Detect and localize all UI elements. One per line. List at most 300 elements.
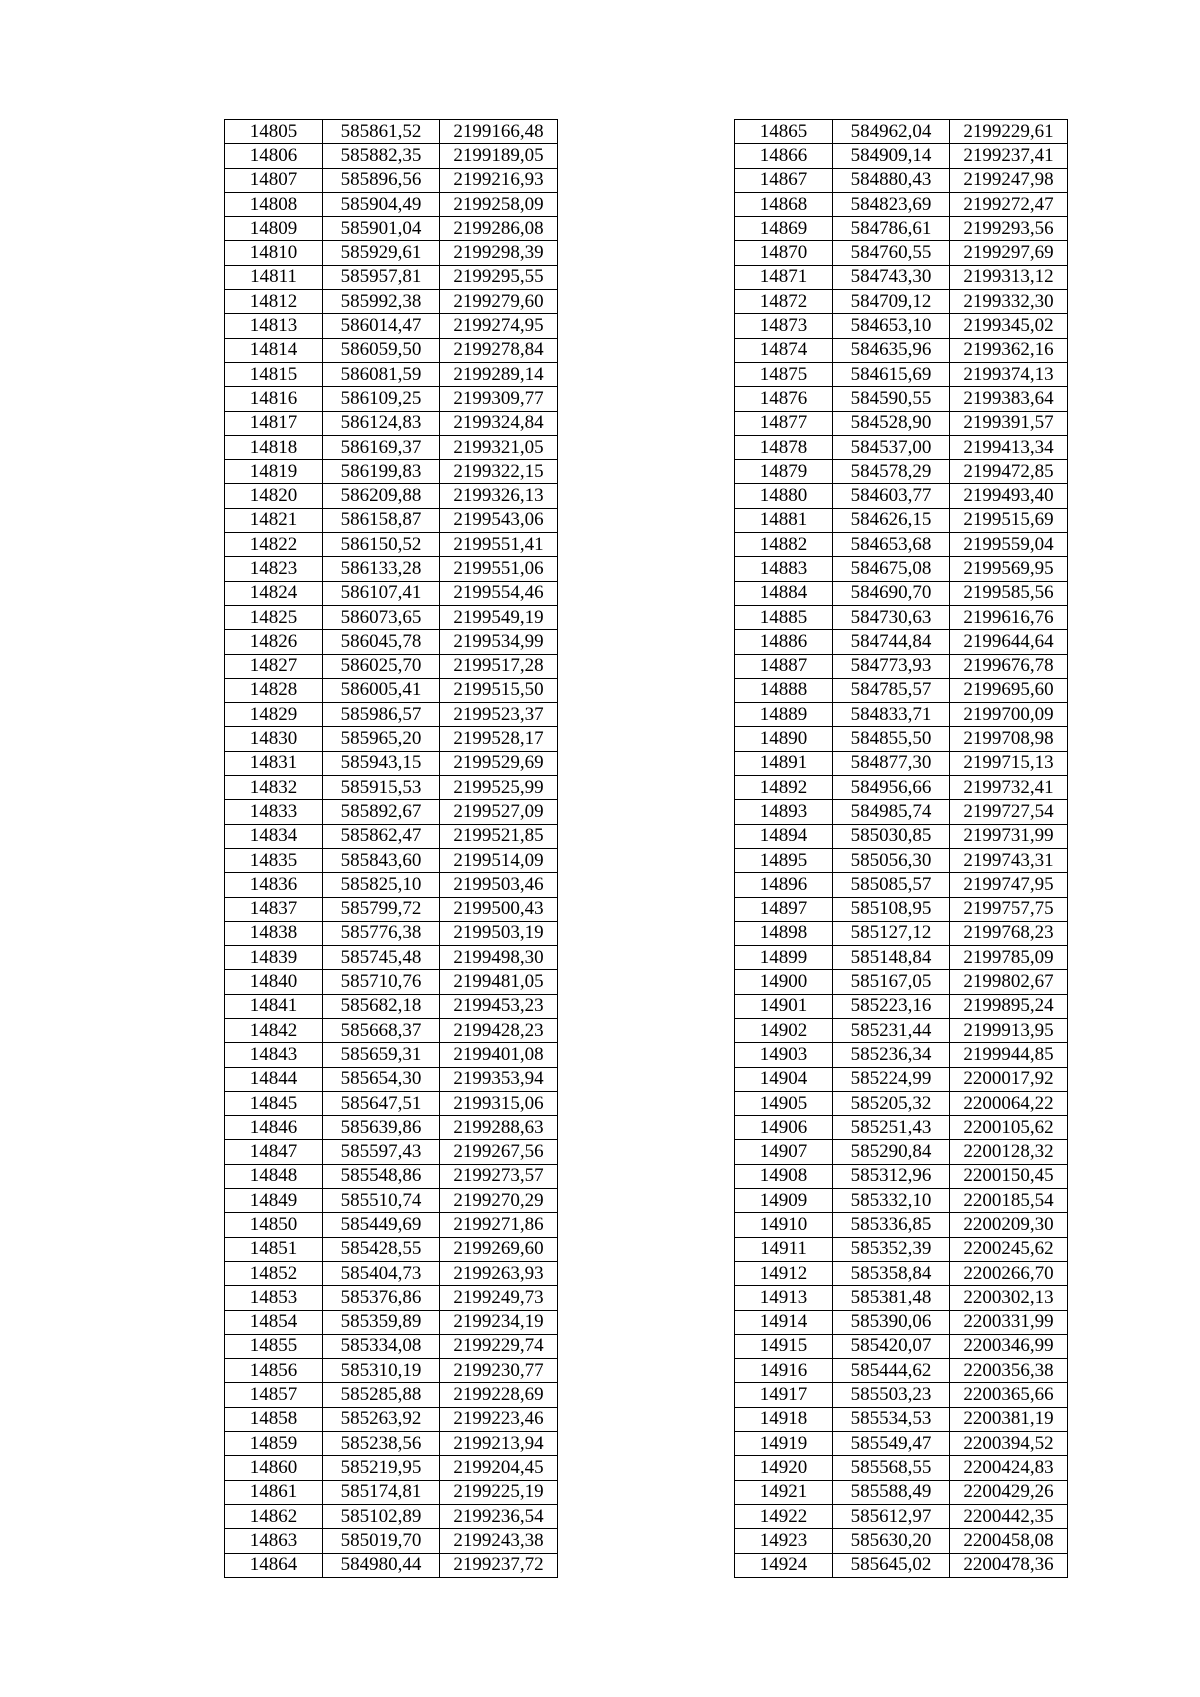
table-row bbox=[225, 217, 558, 241]
y-coordinate-cell: 2199559,04 bbox=[950, 533, 1068, 557]
y-coordinate-cell: 2199263,93 bbox=[440, 1261, 558, 1285]
point-number-cell: 14862 bbox=[225, 1504, 323, 1528]
table-row bbox=[225, 654, 558, 678]
table-row bbox=[225, 1189, 558, 1213]
table-row bbox=[225, 1529, 558, 1553]
y-coordinate-cell: 2199616,76 bbox=[950, 605, 1068, 629]
y-coordinate-cell: 2199243,38 bbox=[440, 1529, 558, 1553]
coordinates-table-left-body bbox=[225, 120, 558, 1578]
point-number-cell: 14897 bbox=[735, 897, 833, 921]
y-coordinate-cell: 2199258,09 bbox=[440, 192, 558, 216]
table-row bbox=[735, 1310, 1068, 1334]
point-number-cell: 14879 bbox=[735, 460, 833, 484]
table-row bbox=[735, 1480, 1068, 1504]
x-coordinate-cell: 585510,74 bbox=[323, 1189, 440, 1213]
x-coordinate-cell: 585263,92 bbox=[323, 1407, 440, 1431]
x-coordinate-cell: 585901,04 bbox=[323, 217, 440, 241]
table-row bbox=[735, 1018, 1068, 1042]
point-number-cell: 14834 bbox=[225, 824, 323, 848]
point-number-cell: 14875 bbox=[735, 362, 833, 386]
table-row bbox=[735, 314, 1068, 338]
y-coordinate-cell: 2199743,31 bbox=[950, 848, 1068, 872]
y-coordinate-cell: 2199297,69 bbox=[950, 241, 1068, 265]
x-coordinate-cell: 585376,86 bbox=[323, 1286, 440, 1310]
x-coordinate-cell: 586209,88 bbox=[323, 484, 440, 508]
point-number-cell: 14837 bbox=[225, 897, 323, 921]
table-row bbox=[225, 1091, 558, 1115]
table-row bbox=[735, 508, 1068, 532]
point-number-cell: 14908 bbox=[735, 1164, 833, 1188]
y-coordinate-cell: 2200266,70 bbox=[950, 1261, 1068, 1285]
table-row bbox=[225, 581, 558, 605]
x-coordinate-cell: 584909,14 bbox=[833, 144, 950, 168]
x-coordinate-cell: 584956,66 bbox=[833, 776, 950, 800]
x-coordinate-cell: 585892,67 bbox=[323, 800, 440, 824]
y-coordinate-cell: 2199895,24 bbox=[950, 994, 1068, 1018]
x-coordinate-cell: 585654,30 bbox=[323, 1067, 440, 1091]
x-coordinate-cell: 584880,43 bbox=[833, 168, 950, 192]
point-number-cell: 14916 bbox=[735, 1359, 833, 1383]
x-coordinate-cell: 585332,10 bbox=[833, 1189, 950, 1213]
y-coordinate-cell: 2199472,85 bbox=[950, 460, 1068, 484]
x-coordinate-cell: 586005,41 bbox=[323, 678, 440, 702]
x-coordinate-cell: 584730,63 bbox=[833, 605, 950, 629]
x-coordinate-cell: 585102,89 bbox=[323, 1504, 440, 1528]
x-coordinate-cell: 585992,38 bbox=[323, 290, 440, 314]
point-number-cell: 14906 bbox=[735, 1116, 833, 1140]
x-coordinate-cell: 585205,32 bbox=[833, 1091, 950, 1115]
x-coordinate-cell: 584744,84 bbox=[833, 630, 950, 654]
point-number-cell: 14883 bbox=[735, 557, 833, 581]
y-coordinate-cell: 2199715,13 bbox=[950, 751, 1068, 775]
x-coordinate-cell: 585776,38 bbox=[323, 921, 440, 945]
point-number-cell: 14830 bbox=[225, 727, 323, 751]
table-row bbox=[225, 1432, 558, 1456]
table-row bbox=[735, 290, 1068, 314]
table-row bbox=[735, 168, 1068, 192]
table-row bbox=[225, 1553, 558, 1577]
x-coordinate-cell: 584823,69 bbox=[833, 192, 950, 216]
y-coordinate-cell: 2200128,32 bbox=[950, 1140, 1068, 1164]
y-coordinate-cell: 2199166,48 bbox=[440, 120, 558, 144]
point-number-cell: 14808 bbox=[225, 192, 323, 216]
y-coordinate-cell: 2199228,69 bbox=[440, 1383, 558, 1407]
x-coordinate-cell: 585167,05 bbox=[833, 970, 950, 994]
point-number-cell: 14842 bbox=[225, 1018, 323, 1042]
table-row bbox=[225, 290, 558, 314]
point-number-cell: 14864 bbox=[225, 1553, 323, 1577]
y-coordinate-cell: 2199204,45 bbox=[440, 1456, 558, 1480]
table-row bbox=[735, 1553, 1068, 1577]
y-coordinate-cell: 2199309,77 bbox=[440, 387, 558, 411]
table-row bbox=[225, 1383, 558, 1407]
y-coordinate-cell: 2199216,93 bbox=[440, 168, 558, 192]
y-coordinate-cell: 2199322,15 bbox=[440, 460, 558, 484]
y-coordinate-cell: 2199481,05 bbox=[440, 970, 558, 994]
point-number-cell: 14914 bbox=[735, 1310, 833, 1334]
y-coordinate-cell: 2199802,67 bbox=[950, 970, 1068, 994]
y-coordinate-cell: 2199676,78 bbox=[950, 654, 1068, 678]
point-number-cell: 14921 bbox=[735, 1480, 833, 1504]
table-row bbox=[735, 1261, 1068, 1285]
table-row bbox=[735, 1213, 1068, 1237]
point-number-cell: 14869 bbox=[735, 217, 833, 241]
point-number-cell: 14900 bbox=[735, 970, 833, 994]
x-coordinate-cell: 585251,43 bbox=[833, 1116, 950, 1140]
x-coordinate-cell: 585085,57 bbox=[833, 873, 950, 897]
x-coordinate-cell: 584855,50 bbox=[833, 727, 950, 751]
point-number-cell: 14841 bbox=[225, 994, 323, 1018]
x-coordinate-cell: 585019,70 bbox=[323, 1529, 440, 1553]
table-row bbox=[735, 678, 1068, 702]
x-coordinate-cell: 585645,02 bbox=[833, 1553, 950, 1577]
y-coordinate-cell: 2199498,30 bbox=[440, 946, 558, 970]
y-coordinate-cell: 2199913,95 bbox=[950, 1018, 1068, 1042]
x-coordinate-cell: 585647,51 bbox=[323, 1091, 440, 1115]
x-coordinate-cell: 584603,77 bbox=[833, 484, 950, 508]
table-row bbox=[225, 848, 558, 872]
x-coordinate-cell: 585965,20 bbox=[323, 727, 440, 751]
x-coordinate-cell: 584635,96 bbox=[833, 338, 950, 362]
point-number-cell: 14901 bbox=[735, 994, 833, 1018]
table-row bbox=[225, 144, 558, 168]
table-row bbox=[735, 654, 1068, 678]
y-coordinate-cell: 2199374,13 bbox=[950, 362, 1068, 386]
table-row bbox=[735, 751, 1068, 775]
point-number-cell: 14855 bbox=[225, 1334, 323, 1358]
x-coordinate-cell: 585238,56 bbox=[323, 1432, 440, 1456]
point-number-cell: 14920 bbox=[735, 1456, 833, 1480]
table-row bbox=[225, 994, 558, 1018]
point-number-cell: 14910 bbox=[735, 1213, 833, 1237]
table-row bbox=[225, 1359, 558, 1383]
point-number-cell: 14856 bbox=[225, 1359, 323, 1383]
x-coordinate-cell: 585358,84 bbox=[833, 1261, 950, 1285]
x-coordinate-cell: 585682,18 bbox=[323, 994, 440, 1018]
x-coordinate-cell: 585548,86 bbox=[323, 1164, 440, 1188]
x-coordinate-cell: 585352,39 bbox=[833, 1237, 950, 1261]
y-coordinate-cell: 2199362,16 bbox=[950, 338, 1068, 362]
table-row bbox=[735, 824, 1068, 848]
x-coordinate-cell: 585861,52 bbox=[323, 120, 440, 144]
y-coordinate-cell: 2199785,09 bbox=[950, 946, 1068, 970]
x-coordinate-cell: 585224,99 bbox=[833, 1067, 950, 1091]
y-coordinate-cell: 2199313,12 bbox=[950, 265, 1068, 289]
y-coordinate-cell: 2199273,57 bbox=[440, 1164, 558, 1188]
y-coordinate-cell: 2199279,60 bbox=[440, 290, 558, 314]
point-number-cell: 14843 bbox=[225, 1043, 323, 1067]
y-coordinate-cell: 2199236,54 bbox=[440, 1504, 558, 1528]
x-coordinate-cell: 585030,85 bbox=[833, 824, 950, 848]
x-coordinate-cell: 586107,41 bbox=[323, 581, 440, 605]
table-row bbox=[735, 1116, 1068, 1140]
y-coordinate-cell: 2199515,69 bbox=[950, 508, 1068, 532]
table-row bbox=[735, 921, 1068, 945]
table-row bbox=[735, 484, 1068, 508]
table-row bbox=[225, 1504, 558, 1528]
table-row bbox=[735, 192, 1068, 216]
x-coordinate-cell: 586073,65 bbox=[323, 605, 440, 629]
coordinates-table-left bbox=[224, 119, 558, 1578]
x-coordinate-cell: 585659,31 bbox=[323, 1043, 440, 1067]
point-number-cell: 14832 bbox=[225, 776, 323, 800]
y-coordinate-cell: 2199528,17 bbox=[440, 727, 558, 751]
y-coordinate-cell: 2199493,40 bbox=[950, 484, 1068, 508]
point-number-cell: 14850 bbox=[225, 1213, 323, 1237]
y-coordinate-cell: 2199527,09 bbox=[440, 800, 558, 824]
table-row bbox=[735, 1067, 1068, 1091]
point-number-cell: 14894 bbox=[735, 824, 833, 848]
point-number-cell: 14884 bbox=[735, 581, 833, 605]
x-coordinate-cell: 585420,07 bbox=[833, 1334, 950, 1358]
table-row bbox=[735, 1286, 1068, 1310]
y-coordinate-cell: 2199757,75 bbox=[950, 897, 1068, 921]
x-coordinate-cell: 585223,16 bbox=[833, 994, 950, 1018]
x-coordinate-cell: 585310,19 bbox=[323, 1359, 440, 1383]
point-number-cell: 14822 bbox=[225, 533, 323, 557]
x-coordinate-cell: 585359,89 bbox=[323, 1310, 440, 1334]
x-coordinate-cell: 585108,95 bbox=[833, 897, 950, 921]
point-number-cell: 14888 bbox=[735, 678, 833, 702]
point-number-cell: 14815 bbox=[225, 362, 323, 386]
table-row bbox=[735, 970, 1068, 994]
table-row bbox=[735, 387, 1068, 411]
x-coordinate-cell: 586133,28 bbox=[323, 557, 440, 581]
y-coordinate-cell: 2199768,23 bbox=[950, 921, 1068, 945]
x-coordinate-cell: 585668,37 bbox=[323, 1018, 440, 1042]
point-number-cell: 14903 bbox=[735, 1043, 833, 1067]
point-number-cell: 14912 bbox=[735, 1261, 833, 1285]
y-coordinate-cell: 2200346,99 bbox=[950, 1334, 1068, 1358]
x-coordinate-cell: 585843,60 bbox=[323, 848, 440, 872]
point-number-cell: 14805 bbox=[225, 120, 323, 144]
y-coordinate-cell: 2199267,56 bbox=[440, 1140, 558, 1164]
y-coordinate-cell: 2199413,34 bbox=[950, 435, 1068, 459]
y-coordinate-cell: 2199534,99 bbox=[440, 630, 558, 654]
table-row bbox=[735, 460, 1068, 484]
table-row bbox=[225, 946, 558, 970]
table-row bbox=[225, 1140, 558, 1164]
point-number-cell: 14893 bbox=[735, 800, 833, 824]
point-number-cell: 14909 bbox=[735, 1189, 833, 1213]
x-coordinate-cell: 585630,20 bbox=[833, 1529, 950, 1553]
table-row bbox=[735, 1504, 1068, 1528]
point-number-cell: 14889 bbox=[735, 703, 833, 727]
y-coordinate-cell: 2200458,08 bbox=[950, 1529, 1068, 1553]
point-number-cell: 14904 bbox=[735, 1067, 833, 1091]
x-coordinate-cell: 586124,83 bbox=[323, 411, 440, 435]
x-coordinate-cell: 586169,37 bbox=[323, 435, 440, 459]
y-coordinate-cell: 2199223,46 bbox=[440, 1407, 558, 1431]
y-coordinate-cell: 2199234,19 bbox=[440, 1310, 558, 1334]
table-row bbox=[225, 1407, 558, 1431]
table-row bbox=[225, 921, 558, 945]
y-coordinate-cell: 2200185,54 bbox=[950, 1189, 1068, 1213]
point-number-cell: 14918 bbox=[735, 1407, 833, 1431]
point-number-cell: 14876 bbox=[735, 387, 833, 411]
x-coordinate-cell: 584785,57 bbox=[833, 678, 950, 702]
point-number-cell: 14886 bbox=[735, 630, 833, 654]
table-row bbox=[225, 120, 558, 144]
point-number-cell: 14836 bbox=[225, 873, 323, 897]
point-number-cell: 14853 bbox=[225, 1286, 323, 1310]
point-number-cell: 14907 bbox=[735, 1140, 833, 1164]
point-number-cell: 14829 bbox=[225, 703, 323, 727]
x-coordinate-cell: 585862,47 bbox=[323, 824, 440, 848]
point-number-cell: 14852 bbox=[225, 1261, 323, 1285]
table-row bbox=[225, 873, 558, 897]
y-coordinate-cell: 2199503,19 bbox=[440, 921, 558, 945]
table-row bbox=[735, 1237, 1068, 1261]
table-row bbox=[735, 727, 1068, 751]
table-row bbox=[225, 1334, 558, 1358]
point-number-cell: 14872 bbox=[735, 290, 833, 314]
y-coordinate-cell: 2199269,60 bbox=[440, 1237, 558, 1261]
x-coordinate-cell: 584773,93 bbox=[833, 654, 950, 678]
table-row bbox=[735, 1432, 1068, 1456]
point-number-cell: 14887 bbox=[735, 654, 833, 678]
point-number-cell: 14882 bbox=[735, 533, 833, 557]
x-coordinate-cell: 585568,55 bbox=[833, 1456, 950, 1480]
x-coordinate-cell: 585127,12 bbox=[833, 921, 950, 945]
y-coordinate-cell: 2200245,62 bbox=[950, 1237, 1068, 1261]
y-coordinate-cell: 2199521,85 bbox=[440, 824, 558, 848]
table-row bbox=[735, 338, 1068, 362]
table-row bbox=[735, 630, 1068, 654]
y-coordinate-cell: 2200442,35 bbox=[950, 1504, 1068, 1528]
point-number-cell: 14831 bbox=[225, 751, 323, 775]
point-number-cell: 14824 bbox=[225, 581, 323, 605]
y-coordinate-cell: 2199515,50 bbox=[440, 678, 558, 702]
point-number-cell: 14859 bbox=[225, 1432, 323, 1456]
point-number-cell: 14866 bbox=[735, 144, 833, 168]
y-coordinate-cell: 2200424,83 bbox=[950, 1456, 1068, 1480]
y-coordinate-cell: 2199569,95 bbox=[950, 557, 1068, 581]
table-row bbox=[225, 1164, 558, 1188]
table-row bbox=[735, 217, 1068, 241]
x-coordinate-cell: 586150,52 bbox=[323, 533, 440, 557]
coordinates-table-right bbox=[734, 119, 1068, 1578]
point-number-cell: 14871 bbox=[735, 265, 833, 289]
table-row bbox=[225, 435, 558, 459]
point-number-cell: 14895 bbox=[735, 848, 833, 872]
y-coordinate-cell: 2199271,86 bbox=[440, 1213, 558, 1237]
x-coordinate-cell: 584528,90 bbox=[833, 411, 950, 435]
x-coordinate-cell: 586014,47 bbox=[323, 314, 440, 338]
point-number-cell: 14825 bbox=[225, 605, 323, 629]
point-number-cell: 14917 bbox=[735, 1383, 833, 1407]
point-number-cell: 14885 bbox=[735, 605, 833, 629]
x-coordinate-cell: 585588,49 bbox=[833, 1480, 950, 1504]
y-coordinate-cell: 2199272,47 bbox=[950, 192, 1068, 216]
y-coordinate-cell: 2199585,56 bbox=[950, 581, 1068, 605]
y-coordinate-cell: 2199286,08 bbox=[440, 217, 558, 241]
point-number-cell: 14913 bbox=[735, 1286, 833, 1310]
y-coordinate-cell: 2199229,74 bbox=[440, 1334, 558, 1358]
y-coordinate-cell: 2200302,13 bbox=[950, 1286, 1068, 1310]
x-coordinate-cell: 584653,68 bbox=[833, 533, 950, 557]
x-coordinate-cell: 584743,30 bbox=[833, 265, 950, 289]
y-coordinate-cell: 2200356,38 bbox=[950, 1359, 1068, 1383]
table-row bbox=[735, 1140, 1068, 1164]
table-row bbox=[735, 873, 1068, 897]
point-number-cell: 14838 bbox=[225, 921, 323, 945]
x-coordinate-cell: 584833,71 bbox=[833, 703, 950, 727]
table-row bbox=[735, 994, 1068, 1018]
x-coordinate-cell: 585449,69 bbox=[323, 1213, 440, 1237]
x-coordinate-cell: 585390,06 bbox=[833, 1310, 950, 1334]
x-coordinate-cell: 585799,72 bbox=[323, 897, 440, 921]
table-row bbox=[735, 776, 1068, 800]
table-row bbox=[735, 1529, 1068, 1553]
y-coordinate-cell: 2199383,64 bbox=[950, 387, 1068, 411]
table-row bbox=[225, 192, 558, 216]
point-number-cell: 14823 bbox=[225, 557, 323, 581]
point-number-cell: 14860 bbox=[225, 1456, 323, 1480]
table-row bbox=[225, 678, 558, 702]
x-coordinate-cell: 585986,57 bbox=[323, 703, 440, 727]
point-number-cell: 14911 bbox=[735, 1237, 833, 1261]
y-coordinate-cell: 2199708,98 bbox=[950, 727, 1068, 751]
point-number-cell: 14868 bbox=[735, 192, 833, 216]
table-row bbox=[225, 1237, 558, 1261]
table-row bbox=[735, 946, 1068, 970]
point-number-cell: 14922 bbox=[735, 1504, 833, 1528]
table-row bbox=[225, 533, 558, 557]
x-coordinate-cell: 585148,84 bbox=[833, 946, 950, 970]
table-row bbox=[735, 1334, 1068, 1358]
x-coordinate-cell: 585312,96 bbox=[833, 1164, 950, 1188]
x-coordinate-cell: 584786,61 bbox=[833, 217, 950, 241]
x-coordinate-cell: 585056,30 bbox=[833, 848, 950, 872]
table-row bbox=[225, 897, 558, 921]
point-number-cell: 14898 bbox=[735, 921, 833, 945]
point-number-cell: 14806 bbox=[225, 144, 323, 168]
point-number-cell: 14847 bbox=[225, 1140, 323, 1164]
point-number-cell: 14818 bbox=[225, 435, 323, 459]
point-number-cell: 14858 bbox=[225, 1407, 323, 1431]
x-coordinate-cell: 585929,61 bbox=[323, 241, 440, 265]
point-number-cell: 14867 bbox=[735, 168, 833, 192]
x-coordinate-cell: 586109,25 bbox=[323, 387, 440, 411]
coordinates-table-right-body bbox=[735, 120, 1068, 1578]
table-row bbox=[735, 435, 1068, 459]
x-coordinate-cell: 585549,47 bbox=[833, 1432, 950, 1456]
y-coordinate-cell: 2199514,09 bbox=[440, 848, 558, 872]
point-number-cell: 14892 bbox=[735, 776, 833, 800]
y-coordinate-cell: 2200331,99 bbox=[950, 1310, 1068, 1334]
y-coordinate-cell: 2199345,02 bbox=[950, 314, 1068, 338]
y-coordinate-cell: 2200381,19 bbox=[950, 1407, 1068, 1431]
x-coordinate-cell: 586158,87 bbox=[323, 508, 440, 532]
x-coordinate-cell: 585334,08 bbox=[323, 1334, 440, 1358]
x-coordinate-cell: 584578,29 bbox=[833, 460, 950, 484]
point-number-cell: 14846 bbox=[225, 1116, 323, 1140]
x-coordinate-cell: 584690,70 bbox=[833, 581, 950, 605]
table-row bbox=[225, 484, 558, 508]
y-coordinate-cell: 2200478,36 bbox=[950, 1553, 1068, 1577]
table-row bbox=[225, 387, 558, 411]
point-number-cell: 14865 bbox=[735, 120, 833, 144]
x-coordinate-cell: 586059,50 bbox=[323, 338, 440, 362]
point-number-cell: 14844 bbox=[225, 1067, 323, 1091]
y-coordinate-cell: 2199295,55 bbox=[440, 265, 558, 289]
y-coordinate-cell: 2199551,06 bbox=[440, 557, 558, 581]
y-coordinate-cell: 2199288,63 bbox=[440, 1116, 558, 1140]
y-coordinate-cell: 2199237,72 bbox=[440, 1553, 558, 1577]
table-row bbox=[225, 630, 558, 654]
x-coordinate-cell: 585444,62 bbox=[833, 1359, 950, 1383]
